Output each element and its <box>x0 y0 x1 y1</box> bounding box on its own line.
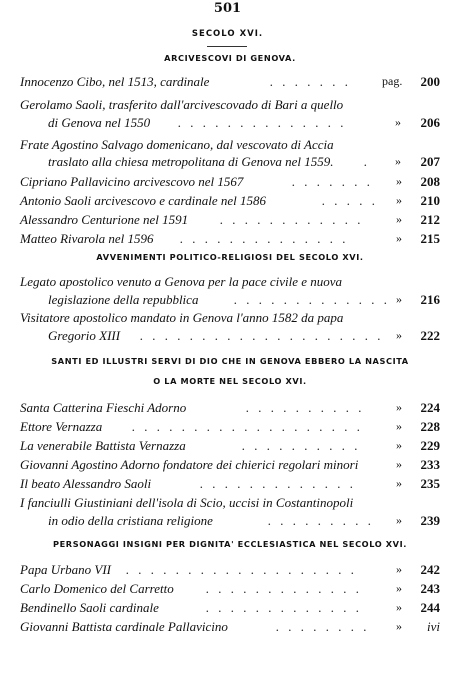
entry-text: Santa Catterina Fieschi Adorno <box>20 400 187 415</box>
entry-text: Carlo Domenico del Carretto <box>20 581 174 596</box>
entry-text: Il beato Alessandro Saoli <box>20 476 152 491</box>
page-ref: 208 <box>420 174 440 189</box>
leader-dots: . . . . . . . . . . <box>242 438 361 453</box>
toc-entry[interactable] <box>48 154 440 169</box>
entry-text: Bendinello Saoli cardinale <box>20 600 159 615</box>
page-marker: » <box>396 193 402 207</box>
page-ref: 228 <box>420 419 440 434</box>
page-ref: 210 <box>420 193 440 208</box>
entry-text: Legato apostolico venuto a Genova per la pace civile e nuova <box>20 274 343 289</box>
page-marker: pag. <box>382 74 403 88</box>
entry-text: Antonio Saoli arcivescovo e cardinale nel 1586 <box>20 193 266 208</box>
leader-dots: . . . . . . . . . . . . . . . . . . . <box>132 419 364 434</box>
page-ref: 242 <box>420 562 440 577</box>
leader-dots: . . . . . . . . . . . . . . . . . . . . <box>140 328 384 343</box>
leader-dots: . . . . . . . . . . . . . <box>206 581 363 596</box>
toc-entry[interactable] <box>20 212 440 227</box>
page-marker: » <box>396 174 402 188</box>
entry-text: Giovanni Battista cardinale Pallavicino <box>20 619 228 634</box>
section-heading: SECOLO XVI. <box>191 29 264 39</box>
leader-dots: . . . . . . . . . . . . . <box>200 476 357 491</box>
entry-text: Gregorio XIII <box>48 328 121 343</box>
leader-dots: . . . . . . . . . . . . . <box>234 292 391 307</box>
leader-dots: . . . . . . . . . . . . . . <box>180 231 349 246</box>
leader-dots: . . . . . . . . <box>276 619 370 634</box>
leader-dots: . . . . . . . . . <box>268 513 375 528</box>
toc-entry[interactable] <box>20 438 440 453</box>
leader-dots: . . . . . . . . . . . . . <box>206 600 363 615</box>
page-ref: 215 <box>420 231 440 246</box>
page-ref: 239 <box>420 513 440 528</box>
leader-dots: . <box>364 154 371 169</box>
page-marker: » <box>395 154 401 168</box>
entry-text: Ettore Vernazza <box>20 419 103 434</box>
page-ref: 229 <box>420 438 440 453</box>
leader-dots: . . . . . . . . . . . . . . <box>178 115 347 130</box>
page-ref: 244 <box>420 600 440 615</box>
leader-dots: . . . . . . . . . . <box>246 400 365 415</box>
toc-entry[interactable] <box>20 74 440 89</box>
page-ref: 207 <box>420 154 440 169</box>
page-marker: » <box>396 619 402 633</box>
toc-entry-line[interactable] <box>20 137 440 152</box>
toc-entry[interactable] <box>48 513 440 528</box>
section-title-personages: PERSONAGGI INSIGNI PER DIGNITA' ECCLESIASTICA NEL SECOLO XVI. <box>53 539 407 549</box>
page-marker: » <box>396 231 402 245</box>
leader-dots: . . . . . . . <box>270 74 352 89</box>
divider <box>207 46 247 47</box>
toc-entry[interactable] <box>20 457 440 472</box>
page-number: 501 <box>213 1 242 16</box>
leader-dots: . . . . . . . . . . . . <box>220 212 364 227</box>
toc-entry[interactable] <box>48 115 440 130</box>
entry-text: legislazione della repubblica <box>48 292 199 307</box>
page-marker: » <box>396 419 402 433</box>
toc-entry-line[interactable] <box>20 97 440 112</box>
toc-entry[interactable] <box>20 193 440 208</box>
toc-entry[interactable] <box>20 619 440 634</box>
toc-entry-line[interactable] <box>20 310 440 325</box>
entry-text: Frate Agostino Salvago domenicano, dal vescovato di Accia <box>20 137 334 152</box>
page-ref: 233 <box>420 457 440 472</box>
page-ref: ivi <box>427 619 440 634</box>
page-marker: » <box>396 581 402 595</box>
page-ref: 235 <box>420 476 440 491</box>
toc-entry[interactable] <box>20 174 440 189</box>
section-title-saints: SANTI ED ILLUSTRI SERVI DI DIO CHE IN GENOVA EBBERO LA NASCITA <box>51 356 409 366</box>
entry-text: in odio della cristiana religione <box>48 513 213 528</box>
leader-dots: . . . . . <box>322 193 379 208</box>
entry-text: Gerolamo Saoli, trasferito dall'arcivescovado di Bari a quello <box>20 97 344 112</box>
entry-text: I fanciulli Giustiniani dell'isola di Scio, uccisi in Costantinopoli <box>20 495 354 510</box>
page-marker: » <box>396 292 402 306</box>
page-marker: » <box>395 115 401 129</box>
toc-entry-line[interactable] <box>20 495 440 510</box>
entry-text: Cipriano Pallavicino arcivescovo nel 1567 <box>20 174 244 189</box>
page-marker: » <box>396 600 402 614</box>
section-title-saints-line2: O LA MORTE NEL SECOLO XVI. <box>153 376 307 386</box>
entry-text: traslato alla chiesa metropolitana di Genova nel 1559. <box>48 154 334 169</box>
page-ref: 224 <box>420 400 440 415</box>
page-marker: » <box>396 476 402 490</box>
page-marker: » <box>396 438 402 452</box>
leader-dots: . . . . . . . <box>292 174 374 189</box>
toc-entry[interactable] <box>20 400 440 415</box>
toc-entry[interactable] <box>20 600 440 615</box>
entry-text: Alessandro Centurione nel 1591 <box>20 212 189 227</box>
page-ref: 222 <box>420 328 440 343</box>
entry-text: Innocenzo Cibo, nel 1513, cardinale <box>20 74 210 89</box>
page-marker: » <box>396 212 402 226</box>
page-ref: 200 <box>420 74 440 89</box>
toc-entry[interactable] <box>20 476 440 491</box>
entry-text: Matteo Rivarola nel 1596 <box>20 231 154 246</box>
page-marker: » <box>396 457 402 471</box>
page-ref: 212 <box>420 212 440 227</box>
page-marker: » <box>396 400 402 414</box>
toc-entry-line[interactable] <box>20 274 440 289</box>
page-ref: 216 <box>420 292 440 307</box>
page-marker: » <box>396 562 402 576</box>
toc-entry[interactable] <box>48 328 440 343</box>
toc-entry[interactable] <box>20 562 440 577</box>
page-marker: » <box>396 513 402 527</box>
toc-entry[interactable] <box>20 231 440 246</box>
page-ref: 243 <box>420 581 440 596</box>
section-title-events: AVVENIMENTI POLITICO-RELIGIOSI DEL SECOLO XVI. <box>96 252 364 262</box>
entry-text: Visitatore apostolico mandato in Genova l'anno 1582 da papa <box>20 310 344 325</box>
toc-entry[interactable] <box>20 419 440 434</box>
page-ref: 206 <box>420 115 440 130</box>
section-title-archbishops: ARCIVESCOVI DI GENOVA. <box>164 53 296 63</box>
entry-text: La venerabile Battista Vernazza <box>20 438 186 453</box>
entry-text: Papa Urbano VII <box>20 562 111 577</box>
entry-text: di Genova nel 1550 <box>48 115 151 130</box>
leader-dots: . . . . . . . . . . . . . . . . . . . <box>126 562 358 577</box>
page-marker: » <box>396 328 402 342</box>
entry-text: Giovanni Agostino Adorno fondatore dei chierici regolari minori <box>20 457 359 472</box>
toc-entry[interactable] <box>48 292 440 307</box>
toc-entry[interactable] <box>20 581 440 596</box>
